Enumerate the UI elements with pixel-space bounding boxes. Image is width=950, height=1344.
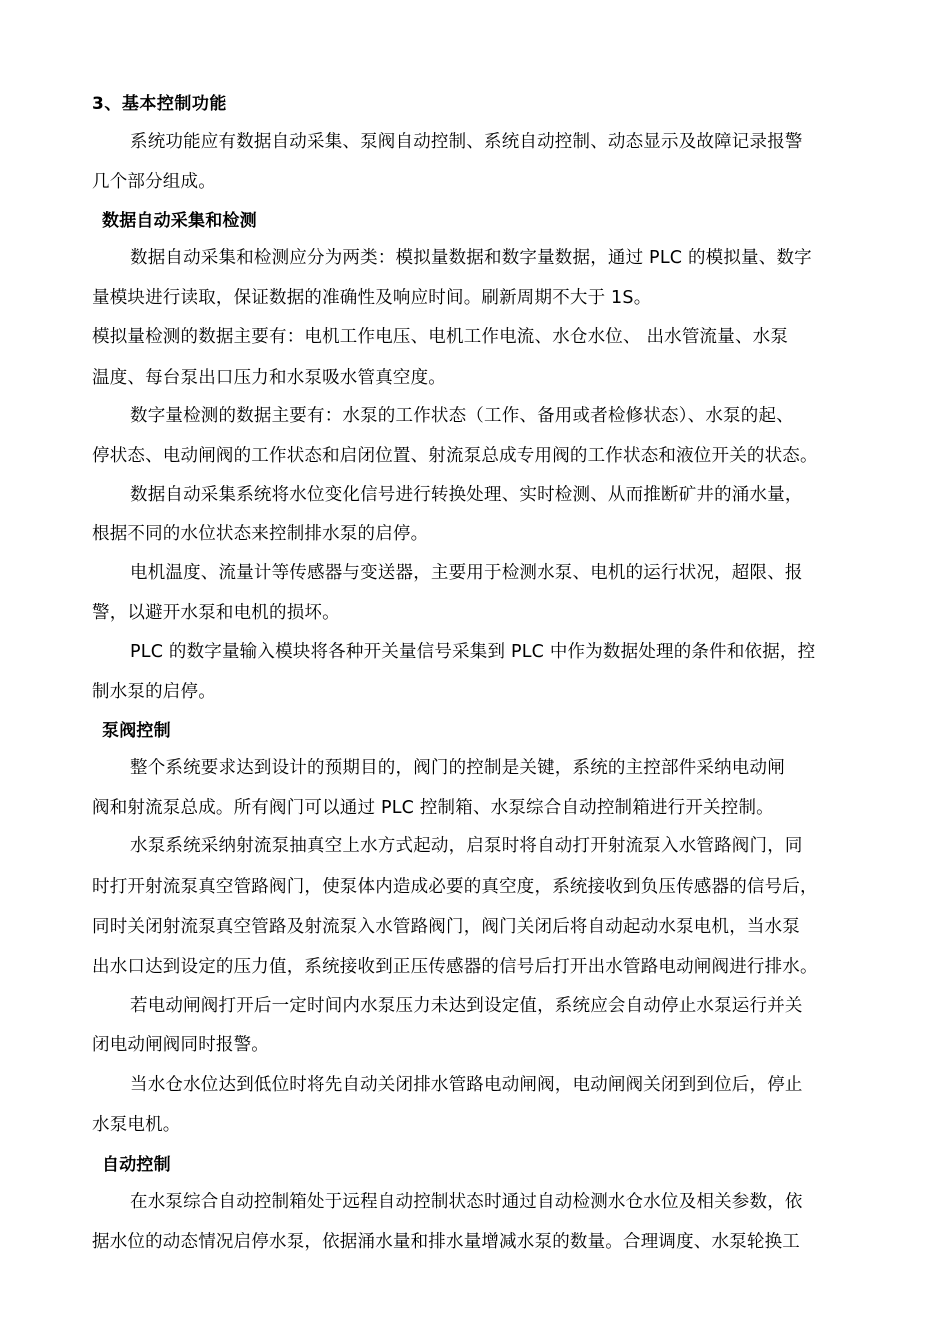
paragraph-line: 制水泵的启停。 — [92, 682, 216, 702]
paragraph-line: 停状态、电动闸阀的工作状态和启闭位置、射流泵总成专用阀的工作状态和液位开关的状态。 — [92, 446, 818, 466]
paragraph-line: 模拟量检测的数据主要有：电机工作电压、电机工作电流、水仓水位、 出水管流量、水泵 — [92, 327, 789, 347]
subsection-title: 泵阀控制 — [102, 721, 171, 741]
paragraph-line: 若电动闸阀打开后一定时间内水泵压力未达到设定值，系统应会自动停止水泵运行并关 — [130, 996, 803, 1016]
paragraph-line: 数据自动采集和检测应分为两类：模拟量数据和数字量数据，通过 PLC 的模拟量、数字 — [130, 248, 812, 268]
subsection-title: 自动控制 — [102, 1155, 171, 1175]
paragraph-line: PLC 的数字量输入模块将各种开关量信号采集到 PLC 中作为数据处理的条件和依据，控 — [130, 642, 816, 662]
paragraph-line: 几个部分组成。 — [92, 172, 216, 192]
paragraph-line: 阀和射流泵总成。所有阀门可以通过 PLC 控制箱、水泵综合自动控制箱进行开关控制。 — [92, 798, 774, 818]
paragraph-line: 量模块进行读取，保证数据的准确性及响应时间。刷新周期不大于 1S。 — [92, 288, 652, 308]
paragraph-line: 系统功能应有数据自动采集、泵阀自动控制、系统自动控制、动态显示及故障记录报警 — [130, 132, 803, 152]
paragraph-line: 数据自动采集系统将水位变化信号进行转换处理、实时检测、从而推断矿井的涌水量， — [130, 485, 803, 505]
paragraph-line: 水泵电机。 — [92, 1115, 181, 1135]
paragraph-line: 当水仓水位达到低位时将先自动关闭排水管路电动闸阀，电动闸阀关闭到到位后，停止 — [130, 1075, 803, 1095]
paragraph-line: 据水位的动态情况启停水泵，依据涌水量和排水量增减水泵的数量。合理调度、水泵轮换工 — [92, 1232, 800, 1252]
section-heading: 3、基本控制功能 — [92, 94, 227, 114]
paragraph-line: 出水口达到设定的压力值，系统接收到正压传感器的信号后打开出水管路电动闸阀进行排水。 — [92, 957, 818, 977]
paragraph-line: 数字量检测的数据主要有：水泵的工作状态（工作、备用或者检修状态）、水泵的起、 — [130, 406, 794, 426]
paragraph-line: 在水泵综合自动控制箱处于远程自动控制状态时通过自动检测水仓水位及相关参数，依 — [130, 1192, 803, 1212]
paragraph-line: 根据不同的水位状态来控制排水泵的启停。 — [92, 524, 429, 544]
paragraph-line: 时打开射流泵真空管路阀门，使泵体内造成必要的真空度，系统接收到负压传感器的信号后， — [92, 877, 818, 897]
paragraph-line: 水泵系统采纳射流泵抽真空上水方式起动，启泵时将自动打开射流泵入水管路阀门，同 — [130, 836, 803, 856]
paragraph-line: 闭电动闸阀同时报警。 — [92, 1035, 269, 1055]
paragraph-line: 同时关闭射流泵真空管路及射流泵入水管路阀门，阀门关闭后将自动起动水泵电机，当水泵 — [92, 917, 800, 937]
paragraph-line: 温度、每台泵出口压力和水泵吸水管真空度。 — [92, 368, 446, 388]
paragraph-line: 警，以避开水泵和电机的损坏。 — [92, 603, 340, 623]
subsection-title: 数据自动采集和检测 — [102, 211, 257, 231]
paragraph-line: 电机温度、流量计等传感器与变送器，主要用于检测水泵、电机的运行状况，超限、报 — [130, 563, 803, 583]
paragraph-line: 整个系统要求达到设计的预期目的，阀门的控制是关键，系统的主控部件采纳电动闸 — [130, 758, 785, 778]
